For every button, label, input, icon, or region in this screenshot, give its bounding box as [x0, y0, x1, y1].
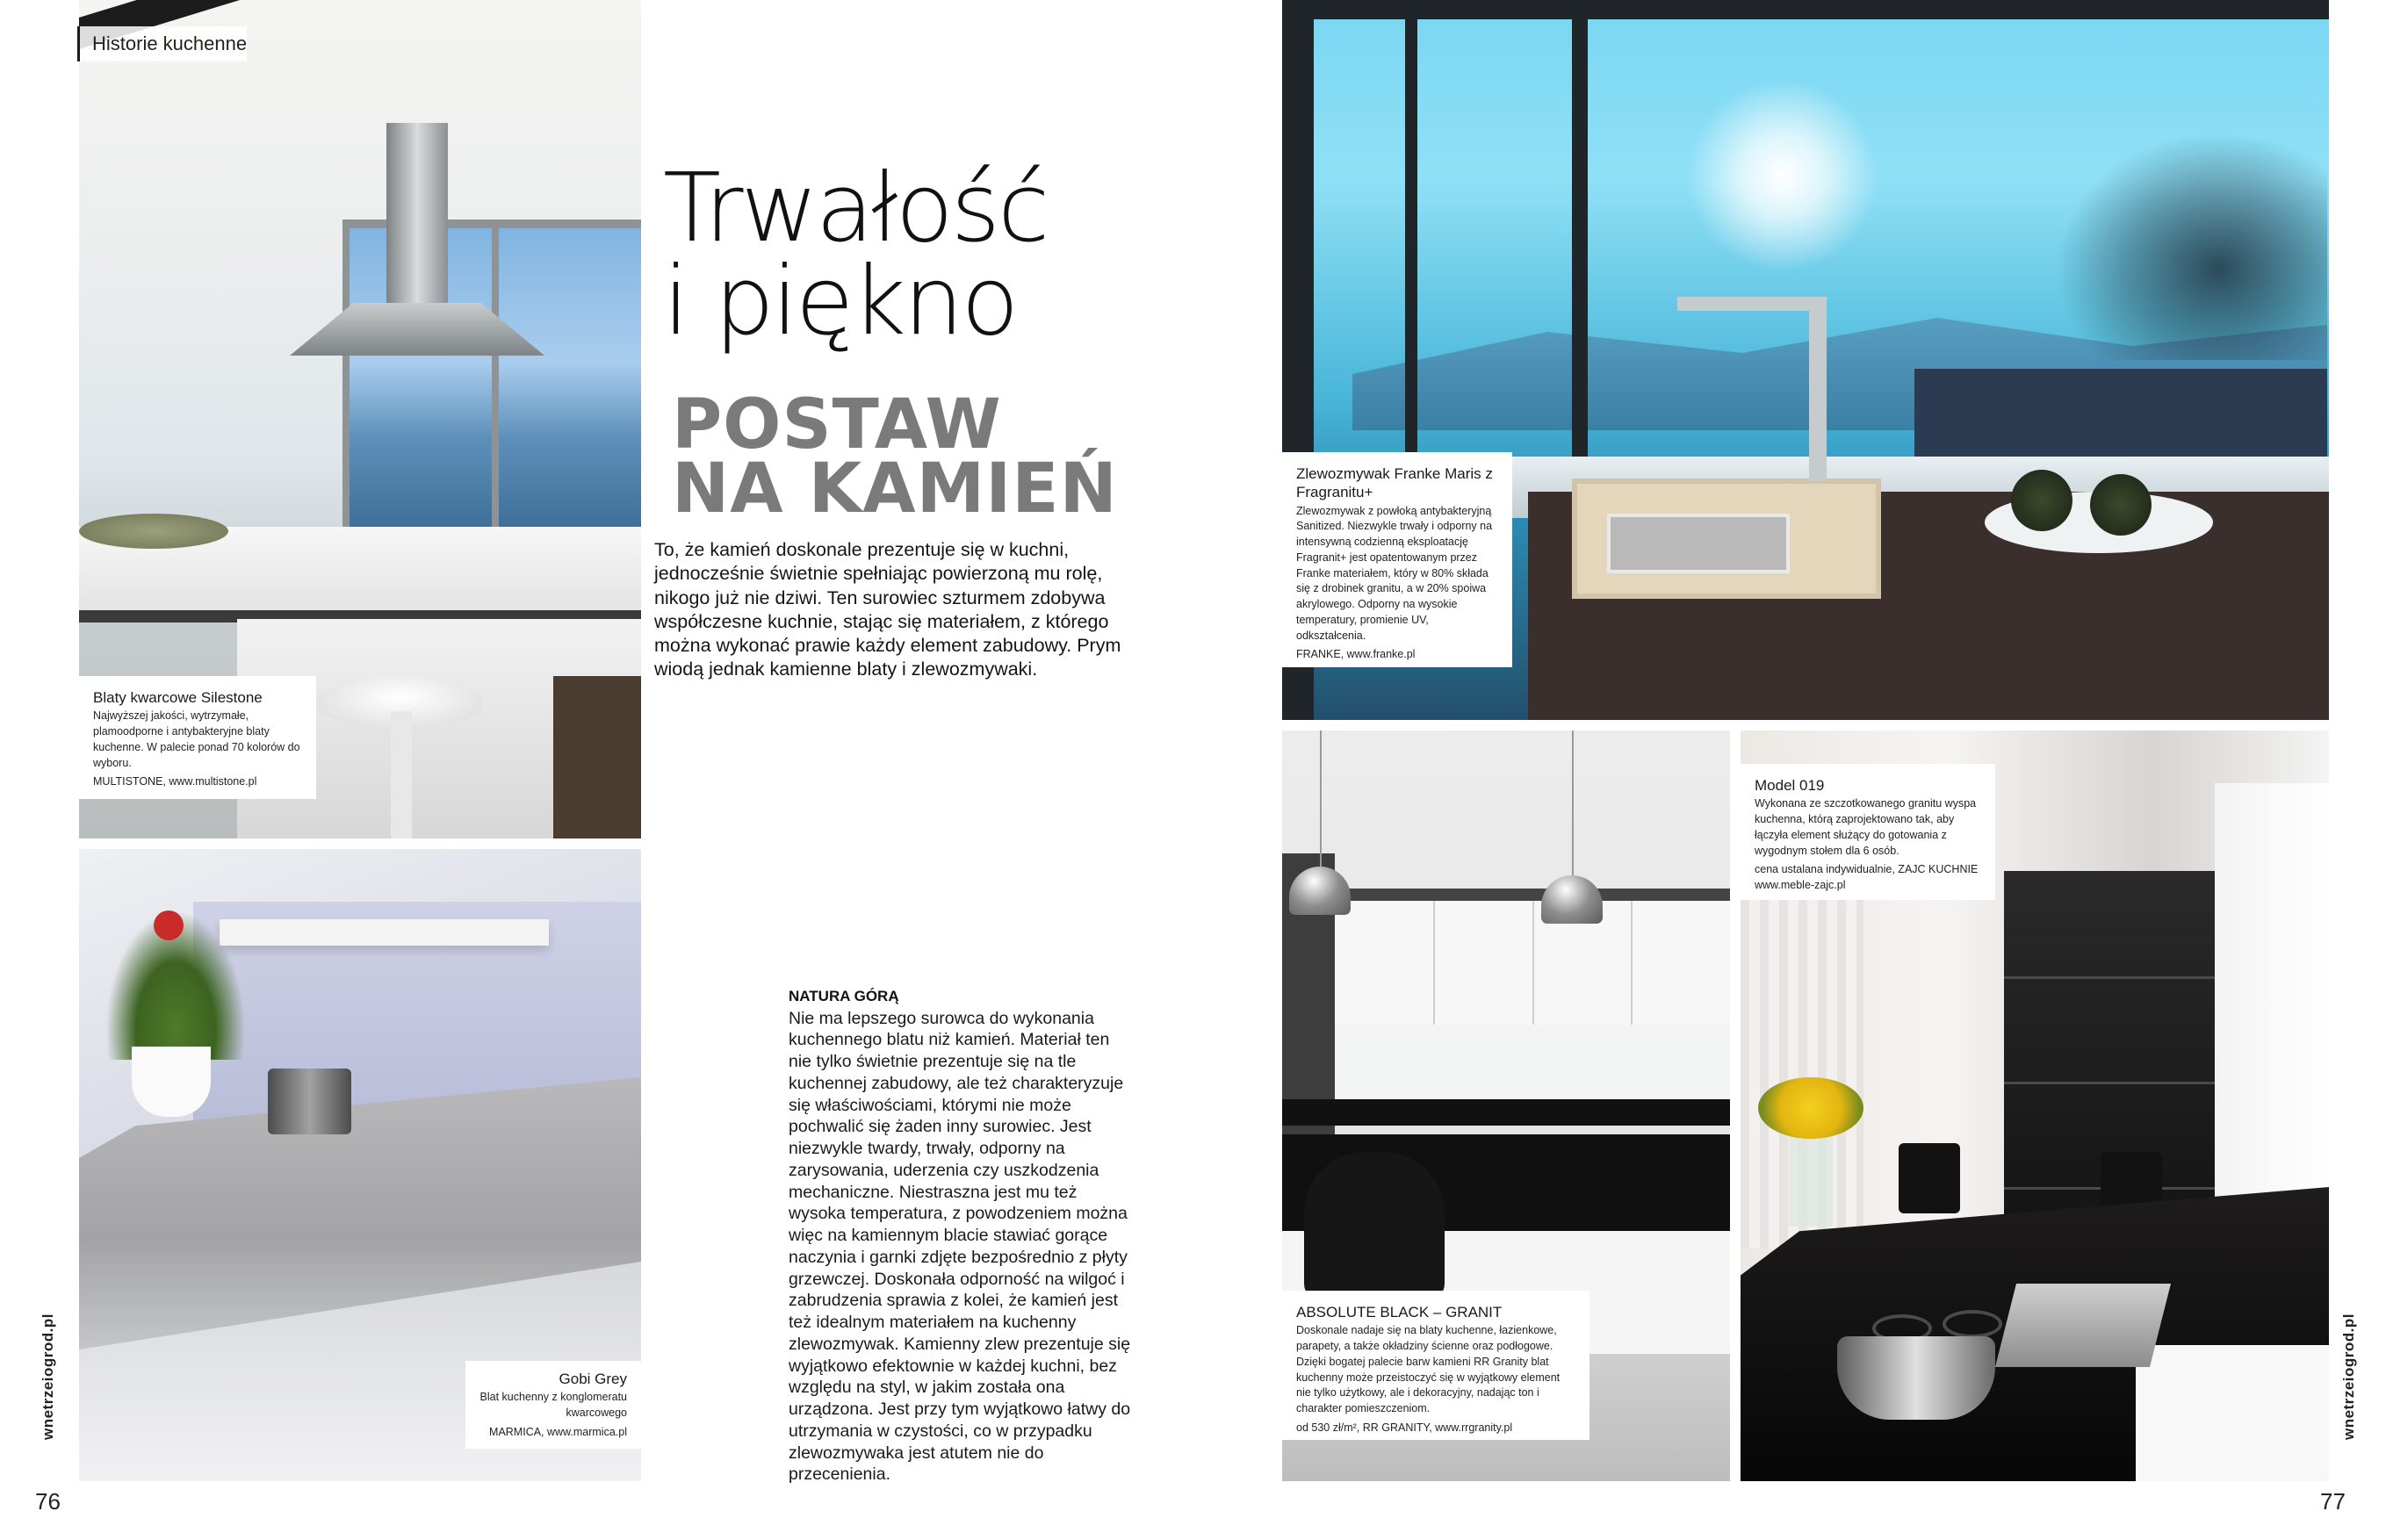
- caption-title: Blaty kwarcowe Silestone: [93, 689, 263, 706]
- caption-body: Zlewozmywak z powłoką antybakteryjną Sanitized. Niezwykle trwały i odporny na intensywną codzienną eksploatację Fragranit+ jest opatentowanym przez Franke materiałem, który w 80% składa się z drobinek granitu, a w 20% spoiwa akrylowego. Odporny na wysokie temperatury, promienie UV, odkształcenia.: [1296, 504, 1493, 642]
- caption-source: od 530 zł/m², RR GRANITY, www.rrgranity.pl: [1296, 1421, 1513, 1434]
- black-bar-chair: [1304, 1152, 1445, 1301]
- subheadline-line-2: NA KAMIEŃ: [672, 449, 1118, 529]
- caption-silestone: [79, 676, 316, 799]
- sun-glare: [1686, 79, 1879, 272]
- caption-source: MARMICA, www.marmica.pl: [489, 1425, 627, 1438]
- caption-source: MULTISTONE, www.multistone.pl: [93, 775, 257, 788]
- caption-franke: [1282, 452, 1512, 667]
- page-number-right: 77: [2320, 1488, 2346, 1515]
- pendant-lamp: [1541, 875, 1603, 924]
- caption-source: FRANKE, www.franke.pl: [1296, 648, 1416, 661]
- wall-shelf: [220, 919, 549, 946]
- caption-body: Wykonana ze szczotkowanego granitu wyspa kuchenna, którą zaprojektowano tak, aby łączyła element służący do gotowania z wygodnym stołem dla 6 osób.: [1755, 797, 1977, 857]
- window-frame: [1282, 0, 2329, 19]
- bare-tree: [2055, 132, 2327, 360]
- faucet: [1809, 297, 1827, 481]
- saucepan: [1837, 1336, 1995, 1420]
- site-url-left: wnetrzeiogrod.pl: [40, 1313, 56, 1440]
- wood-deck: [553, 676, 641, 838]
- gas-burner: [1943, 1310, 2002, 1338]
- headline-line-2: i piękno: [663, 246, 1017, 356]
- sink-basin: [1607, 514, 1790, 573]
- dining-chair: [1899, 1143, 1960, 1213]
- terrace-furniture: [1914, 369, 2327, 465]
- upper-cabinets: [1335, 889, 1730, 1033]
- site-url-right: wnetrzeiogrod.pl: [2340, 1313, 2357, 1440]
- subheadline-line-1: POSTAW: [672, 385, 1002, 464]
- caption-title: Model 019: [1755, 777, 1825, 794]
- article-body: Nie ma lepszego surowca do wykonania kuchennego blatu niż kamień. Materiał ten nie tylko świetnie prezentuje się na tle kuchennej zabudowy, ale też charakteryzuje się właściwościami, którymi nie może pochwalić się żaden inny surowiec. Jest niezwykle twardy, trwały, odporny na zarysowania, uderzenia czy uszkodzenia mechaniczne. Niestraszna jest mu też wysoka temperatura, z powodzeniem można więc na kamiennym blacie stawiać gorące naczynia i garnki zdjęte bezpośrednio z płyty grzewczej. Doskonała odporność na wilgoć i zabrudzenia sprawia z kolei, że kamień jest też idealnym materiałem na kuchenny zlewozmywak. Kamienny zlew prezentuje się wyjątkowo efektownie w każdej kuchni, bez względu na styl, w jakim została ona urządzona. Jest przy tym wyjątkowo łatwy do utrzymania w czystości, co w przypadku zlewozmywaka jest atutem nie do przecenienia.: [789, 1008, 1131, 1485]
- artichoke: [2011, 470, 2072, 531]
- teppanyaki-grill: [1995, 1284, 2171, 1367]
- backsplash: [1335, 1025, 1730, 1104]
- caption-body: Najwyższej jakości, wytrzymałe, plamoodporne i antybakteryjne blaty kuchenne. W palecie ponad 70 kolorów do wyboru.: [93, 709, 300, 769]
- headline-line-1: Trwałość: [663, 154, 1048, 263]
- window-frame: [492, 224, 499, 531]
- flower-pot: [132, 1047, 211, 1117]
- artichoke: [2090, 474, 2152, 536]
- caption-title: Gobi Grey: [559, 1371, 627, 1387]
- subheadline: [672, 385, 1118, 529]
- pendant-lamp: [1289, 867, 1351, 915]
- article-heading: NATURA GÓRĄ: [789, 988, 899, 1004]
- caption-title: ABSOLUTE BLACK – GRANIT: [1296, 1304, 1503, 1321]
- caption-body: Blat kuchenny z konglomeratu kwarcowego: [479, 1391, 627, 1419]
- fruit-bowl: [79, 514, 228, 549]
- caption-source: cena ustalana indywidualnie, ZAJC KUCHNIE www.meble-zajc.pl: [1755, 863, 1979, 891]
- window-frame: [1572, 0, 1588, 492]
- pendant-wire: [1320, 730, 1322, 871]
- island-front-panel: [2136, 1345, 2329, 1481]
- faucet-spout: [1677, 297, 1827, 311]
- window-frame: [342, 224, 350, 531]
- pendant-wire: [1572, 730, 1574, 880]
- yellow-flowers: [1758, 1077, 1863, 1139]
- section-label: Historie kuchenne: [77, 26, 247, 61]
- caption-title: Zlewozmywak Franke Maris z Fragranitu+: [1296, 465, 1493, 501]
- red-flower: [154, 910, 184, 940]
- page-number-left: 76: [35, 1488, 61, 1515]
- caption-gobi-grey: [465, 1361, 641, 1449]
- black-worktop: [1282, 1099, 1730, 1126]
- kettle: [268, 1069, 351, 1134]
- caption-absolute-black: [1282, 1291, 1589, 1440]
- glass-vase: [1789, 1130, 1833, 1227]
- window-frame: [1405, 0, 1417, 492]
- range-hood: [386, 123, 448, 312]
- lead-paragraph: To, że kamień doskonale prezentuje się w kuchni, jednocześnie świetnie spełniając powierzoną mu rolę, nikogo już nie dziwi. Ten surowiec szturmem zdobywa współczesne kuchnie, stając się materiałem, z którego można wykonać prawie każdy element zabudowy. Prym wiodą jednak kamienne blaty i zlewozmywaki.: [654, 539, 1121, 680]
- headline: [663, 154, 1048, 356]
- article-column: [789, 985, 1131, 1486]
- bar-stool-leg: [391, 711, 412, 838]
- caption-body: Doskonale nadaje się na blaty kuchenne, łazienkowe, parapety, a także okładziny ścienne oraz podłogowe. Dzięki bogatej palecie barw kamieni RR Granity blat kuchenny może przeistoczyć się w wyjątkowy element nie tylko użytkowy, ale i dekoracyjny, nadając ton i charakter pomieszczeniom.: [1296, 1324, 1561, 1414]
- caption-model-019: [1741, 764, 1995, 900]
